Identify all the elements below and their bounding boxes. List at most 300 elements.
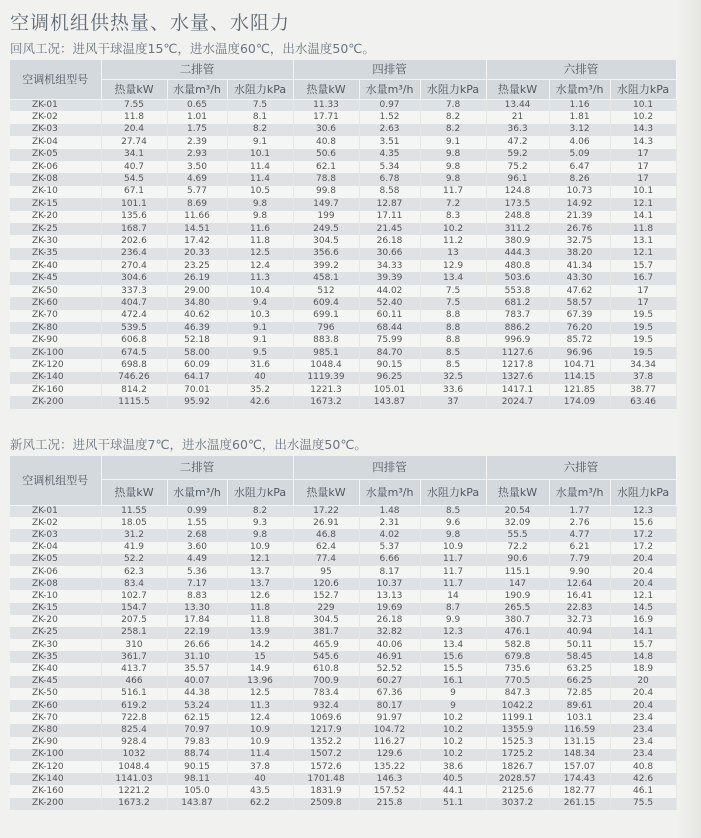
value-cell: 12.87 <box>359 198 420 210</box>
value-cell: 0.97 <box>359 99 420 111</box>
model-cell: ZK-90 <box>10 334 101 346</box>
value-cell: 17.84 <box>167 615 227 627</box>
value-cell: 62.2 <box>227 798 293 810</box>
value-cell: 399.2 <box>293 260 359 272</box>
model-cell: ZK-200 <box>10 798 101 810</box>
col-heat: 热量kW <box>101 79 167 99</box>
value-cell: 11.2 <box>420 235 486 247</box>
value-cell: 9.8 <box>420 161 486 173</box>
value-cell: 249.5 <box>293 223 359 235</box>
value-cell: 1826.7 <box>486 761 549 773</box>
value-cell: 38.77 <box>610 384 676 396</box>
value-cell: 674.5 <box>101 347 167 359</box>
value-cell: 14.5 <box>610 603 676 615</box>
value-cell: 8.17 <box>359 566 420 578</box>
value-cell: 11.8 <box>227 615 293 627</box>
value-cell: 9.1 <box>227 334 293 346</box>
model-cell: ZK-60 <box>10 297 101 309</box>
value-cell: 9.5 <box>227 347 293 359</box>
value-cell: 996.9 <box>486 334 549 346</box>
group-header-four-row: 四排管 <box>293 60 486 79</box>
value-cell: 258.1 <box>101 627 167 639</box>
value-cell: 46.8 <box>293 529 359 541</box>
col-water-flow: 水量m³/h <box>167 79 227 99</box>
value-cell: 85.72 <box>549 334 610 346</box>
value-cell: 610.8 <box>293 663 359 675</box>
value-cell: 886.2 <box>486 322 549 334</box>
value-cell: 2028.57 <box>486 773 549 785</box>
value-cell: 8.26 <box>549 173 610 185</box>
model-cell: ZK-02 <box>10 517 101 529</box>
model-cell: ZK-45 <box>10 676 101 688</box>
value-cell: 8.8 <box>420 322 486 334</box>
value-cell: 5.37 <box>359 542 420 554</box>
value-cell: 72.85 <box>549 688 610 700</box>
value-cell: 337.3 <box>101 285 167 297</box>
value-cell: 1048.4 <box>293 359 359 371</box>
model-cell: ZK-02 <box>10 111 101 123</box>
value-cell: 9.9 <box>420 615 486 627</box>
value-cell: 23.25 <box>167 260 227 272</box>
value-cell: 11.8 <box>610 223 676 235</box>
table-row <box>10 566 676 578</box>
value-cell: 157.07 <box>549 761 610 773</box>
value-cell: 31.2 <box>101 529 167 541</box>
value-cell: 115.1 <box>486 566 549 578</box>
value-cell: 2.39 <box>167 136 227 148</box>
value-cell: 7.8 <box>420 99 486 111</box>
model-cell: ZK-04 <box>10 136 101 148</box>
value-cell: 9.1 <box>227 322 293 334</box>
value-cell: 606.8 <box>101 334 167 346</box>
value-cell: 12.6 <box>227 590 293 602</box>
value-cell: 7.5 <box>420 297 486 309</box>
value-cell: 380.7 <box>486 615 549 627</box>
value-cell: 8.2 <box>227 505 293 517</box>
group-header-six-row: 六排管 <box>486 456 676 479</box>
model-cell: ZK-10 <box>10 186 101 198</box>
value-cell: 42.6 <box>227 396 293 408</box>
value-cell: 722.8 <box>101 712 167 724</box>
value-cell: 14.92 <box>549 198 610 210</box>
value-cell: 11.8 <box>101 111 167 123</box>
value-cell: 19.5 <box>610 347 676 359</box>
value-cell: 23.4 <box>610 749 676 761</box>
value-cell: 8.5 <box>420 359 486 371</box>
value-cell: 7.5 <box>420 285 486 297</box>
value-cell: 2.76 <box>549 517 610 529</box>
model-cell: ZK-06 <box>10 566 101 578</box>
table-row <box>10 285 676 297</box>
value-cell: 1.75 <box>167 124 227 136</box>
model-cell: ZK-06 <box>10 161 101 173</box>
value-cell: 1.48 <box>359 505 420 517</box>
value-cell: 7.79 <box>549 554 610 566</box>
value-cell: 79.83 <box>167 737 227 749</box>
value-cell: 44.1 <box>420 785 486 797</box>
model-cell: ZK-10 <box>10 590 101 602</box>
model-cell: ZK-05 <box>10 149 101 161</box>
value-cell: 60.09 <box>167 359 227 371</box>
value-cell: 11.8 <box>227 235 293 247</box>
value-cell: 10.9 <box>227 542 293 554</box>
table-row <box>10 136 676 148</box>
model-cell: ZK-140 <box>10 372 101 384</box>
value-cell: 36.3 <box>486 124 549 136</box>
value-cell: 13.7 <box>227 566 293 578</box>
value-cell: 10.2 <box>420 737 486 749</box>
value-cell: 116.59 <box>549 724 610 736</box>
value-cell: 70.97 <box>167 724 227 736</box>
value-cell: 19.5 <box>610 322 676 334</box>
value-cell: 19.5 <box>610 310 676 322</box>
value-cell: 14.1 <box>610 211 676 223</box>
value-cell: 1217.9 <box>293 724 359 736</box>
model-cell: ZK-03 <box>10 529 101 541</box>
value-cell: 47.2 <box>486 136 549 148</box>
value-cell: 17 <box>610 297 676 309</box>
value-cell: 26.66 <box>167 639 227 651</box>
value-cell: 404.7 <box>101 297 167 309</box>
value-cell: 10.2 <box>420 749 486 761</box>
value-cell: 1.81 <box>549 111 610 123</box>
value-cell: 60.27 <box>359 676 420 688</box>
value-cell: 8.2 <box>420 124 486 136</box>
table-row <box>10 615 676 627</box>
value-cell: 70.01 <box>167 384 227 396</box>
table-row <box>10 111 676 123</box>
value-cell: 15.7 <box>610 639 676 651</box>
table-row <box>10 198 676 210</box>
value-cell: 11.7 <box>420 566 486 578</box>
value-cell: 47.62 <box>549 285 610 297</box>
value-cell: 9.8 <box>227 211 293 223</box>
value-cell: 22.19 <box>167 627 227 639</box>
value-cell: 12.1 <box>227 554 293 566</box>
value-cell: 11.4 <box>227 161 293 173</box>
table-row <box>10 712 676 724</box>
value-cell: 99.8 <box>293 186 359 198</box>
value-cell: 26.18 <box>359 615 420 627</box>
value-cell: 700.9 <box>293 676 359 688</box>
value-cell: 78.8 <box>293 173 359 185</box>
value-cell: 3.50 <box>167 161 227 173</box>
value-cell: 13.4 <box>420 272 486 284</box>
value-cell: 46.39 <box>167 322 227 334</box>
value-cell: 26.18 <box>359 235 420 247</box>
value-cell: 46.1 <box>610 785 676 797</box>
value-cell: 50.6 <box>293 149 359 161</box>
value-cell: 5.77 <box>167 186 227 198</box>
value-cell: 96.25 <box>359 372 420 384</box>
model-cell: ZK-50 <box>10 285 101 297</box>
value-cell: 1327.6 <box>486 372 549 384</box>
table-row <box>10 396 676 408</box>
value-cell: 62.15 <box>167 712 227 724</box>
page-edge-shadow <box>677 0 701 838</box>
value-cell: 11.7 <box>420 578 486 590</box>
value-cell: 63.46 <box>610 396 676 408</box>
value-cell: 783.7 <box>486 310 549 322</box>
value-cell: 35.57 <box>167 663 227 675</box>
table-row <box>10 99 676 111</box>
value-cell: 304.6 <box>101 272 167 284</box>
value-cell: 135.22 <box>359 761 420 773</box>
value-cell: 131.15 <box>549 737 610 749</box>
value-cell: 17.71 <box>293 111 359 123</box>
value-cell: 32.82 <box>359 627 420 639</box>
value-cell: 23.4 <box>610 737 676 749</box>
value-cell: 104.72 <box>359 724 420 736</box>
value-cell: 103.1 <box>549 712 610 724</box>
value-cell: 10.1 <box>227 149 293 161</box>
fresh-air-table <box>10 456 677 810</box>
value-cell: 62.4 <box>293 542 359 554</box>
value-cell: 11.33 <box>293 99 359 111</box>
model-cell: ZK-140 <box>10 773 101 785</box>
value-cell: 2509.8 <box>293 798 359 810</box>
value-cell: 7.55 <box>101 99 167 111</box>
value-cell: 12.1 <box>610 198 676 210</box>
col-water-flow: 水量m³/h <box>167 479 227 505</box>
value-cell: 1199.1 <box>486 712 549 724</box>
model-cell: ZK-120 <box>10 761 101 773</box>
value-cell: 699.1 <box>293 310 359 322</box>
value-cell: 20 <box>610 676 676 688</box>
value-cell: 516.1 <box>101 688 167 700</box>
section-1-subtitle: 回风工况：进风干球温度15℃，进水温度60℃，出水温度50℃。 <box>10 41 375 56</box>
value-cell: 102.7 <box>101 590 167 602</box>
value-cell: 1115.5 <box>101 396 167 408</box>
value-cell: 31.6 <box>227 359 293 371</box>
table-row <box>10 761 676 773</box>
value-cell: 10.4 <box>227 285 293 297</box>
col-water-flow: 水量m³/h <box>359 79 420 99</box>
table-row <box>10 322 676 334</box>
value-cell: 90.15 <box>167 761 227 773</box>
value-cell: 90.6 <box>486 554 549 566</box>
value-cell: 8.2 <box>420 111 486 123</box>
value-cell: 3.60 <box>167 542 227 554</box>
value-cell: 9 <box>420 688 486 700</box>
model-cell: ZK-80 <box>10 322 101 334</box>
value-cell: 44.38 <box>167 688 227 700</box>
value-cell: 8.7 <box>420 603 486 615</box>
model-cell: ZK-40 <box>10 260 101 272</box>
value-cell: 15 <box>227 651 293 663</box>
value-cell: 32.09 <box>486 517 549 529</box>
value-cell: 825.4 <box>101 724 167 736</box>
value-cell: 14.2 <box>227 639 293 651</box>
value-cell: 17.22 <box>293 505 359 517</box>
table-row <box>10 173 676 185</box>
value-cell: 23.4 <box>610 724 676 736</box>
table-row <box>10 554 676 566</box>
value-cell: 14.1 <box>610 627 676 639</box>
model-cell: ZK-80 <box>10 724 101 736</box>
value-cell: 43.30 <box>549 272 610 284</box>
value-cell: 582.8 <box>486 639 549 651</box>
value-cell: 9 <box>420 700 486 712</box>
value-cell: 1417.1 <box>486 384 549 396</box>
col-water-resistance: 水阻力kPa <box>420 79 486 99</box>
value-cell: 10.2 <box>420 223 486 235</box>
value-cell: 80.17 <box>359 700 420 712</box>
model-cell: ZK-15 <box>10 198 101 210</box>
value-cell: 37 <box>420 396 486 408</box>
value-cell: 63.25 <box>549 663 610 675</box>
value-cell: 10.37 <box>359 578 420 590</box>
value-cell: 11.7 <box>420 186 486 198</box>
value-cell: 26.19 <box>167 272 227 284</box>
value-cell: 17.2 <box>610 542 676 554</box>
value-cell: 1352.2 <box>293 737 359 749</box>
table-row <box>10 724 676 736</box>
value-cell: 20.4 <box>101 124 167 136</box>
value-cell: 67.36 <box>359 688 420 700</box>
value-cell: 31.10 <box>167 651 227 663</box>
value-cell: 472.4 <box>101 310 167 322</box>
value-cell: 2125.6 <box>486 785 549 797</box>
value-cell: 1.16 <box>549 99 610 111</box>
value-cell: 1355.9 <box>486 724 549 736</box>
value-cell: 361.7 <box>101 651 167 663</box>
value-cell: 10.1 <box>610 99 676 111</box>
value-cell: 1221.2 <box>101 785 167 797</box>
table-row <box>10 663 676 675</box>
col-heat: 热量kW <box>293 79 359 99</box>
value-cell: 2024.7 <box>486 396 549 408</box>
model-cell: ZK-25 <box>10 223 101 235</box>
value-cell: 39.39 <box>359 272 420 284</box>
value-cell: 14.3 <box>610 136 676 148</box>
value-cell: 84.70 <box>359 347 420 359</box>
value-cell: 12.3 <box>420 627 486 639</box>
col-water-flow: 水量m³/h <box>549 479 610 505</box>
value-cell: 72.2 <box>486 542 549 554</box>
table-row <box>10 798 676 810</box>
value-cell: 1032 <box>101 749 167 761</box>
value-cell: 304.5 <box>293 615 359 627</box>
value-cell: 11.3 <box>227 272 293 284</box>
value-cell: 12.5 <box>227 688 293 700</box>
value-cell: 8.2 <box>227 124 293 136</box>
value-cell: 40.8 <box>610 761 676 773</box>
value-cell: 91.97 <box>359 712 420 724</box>
value-cell: 466 <box>101 676 167 688</box>
value-cell: 13.1 <box>610 235 676 247</box>
value-cell: 1673.2 <box>101 798 167 810</box>
table-row <box>10 505 676 517</box>
value-cell: 381.7 <box>293 627 359 639</box>
value-cell: 503.6 <box>486 272 549 284</box>
value-cell: 12.4 <box>227 712 293 724</box>
value-cell: 174.43 <box>549 773 610 785</box>
value-cell: 1507.2 <box>293 749 359 761</box>
col-water-resistance: 水阻力kPa <box>420 479 486 505</box>
value-cell: 2.63 <box>359 124 420 136</box>
value-cell: 10.5 <box>227 186 293 198</box>
value-cell: 413.7 <box>101 663 167 675</box>
value-cell: 10.2 <box>610 111 676 123</box>
value-cell: 20.4 <box>610 566 676 578</box>
value-cell: 96.96 <box>549 347 610 359</box>
value-cell: 12.1 <box>610 590 676 602</box>
value-cell: 1701.48 <box>293 773 359 785</box>
value-cell: 1572.6 <box>293 761 359 773</box>
value-cell: 38.6 <box>420 761 486 773</box>
value-cell: 681.2 <box>486 297 549 309</box>
value-cell: 96.1 <box>486 173 549 185</box>
value-cell: 17 <box>610 173 676 185</box>
value-cell: 1.55 <box>167 517 227 529</box>
value-cell: 3037.2 <box>486 798 549 810</box>
value-cell: 168.7 <box>101 223 167 235</box>
value-cell: 95.92 <box>167 396 227 408</box>
value-cell: 13.96 <box>227 676 293 688</box>
value-cell: 95 <box>293 566 359 578</box>
model-cell: ZK-35 <box>10 248 101 260</box>
model-header: 空调机组型号 <box>10 456 101 505</box>
table-row <box>10 676 676 688</box>
value-cell: 52.18 <box>167 334 227 346</box>
value-cell: 229 <box>293 603 359 615</box>
value-cell: 37.8 <box>610 372 676 384</box>
value-cell: 53.24 <box>167 700 227 712</box>
value-cell: 985.1 <box>293 347 359 359</box>
value-cell: 52.40 <box>359 297 420 309</box>
value-cell: 356.6 <box>293 248 359 260</box>
value-cell: 121.85 <box>549 384 610 396</box>
value-cell: 796 <box>293 322 359 334</box>
value-cell: 143.87 <box>359 396 420 408</box>
value-cell: 15.6 <box>610 517 676 529</box>
value-cell: 7.2 <box>420 198 486 210</box>
value-cell: 0.65 <box>167 99 227 111</box>
value-cell: 476.1 <box>486 627 549 639</box>
value-cell: 770.5 <box>486 676 549 688</box>
value-cell: 104.71 <box>549 359 610 371</box>
value-cell: 8.58 <box>359 186 420 198</box>
model-cell: ZK-01 <box>10 505 101 517</box>
value-cell: 173.5 <box>486 198 549 210</box>
value-cell: 54.5 <box>101 173 167 185</box>
value-cell: 199 <box>293 211 359 223</box>
value-cell: 20.33 <box>167 248 227 260</box>
col-water-flow: 水量m³/h <box>359 479 420 505</box>
value-cell: 2.68 <box>167 529 227 541</box>
group-header-four-row: 四排管 <box>293 456 486 479</box>
value-cell: 12.1 <box>610 248 676 260</box>
value-cell: 512 <box>293 285 359 297</box>
value-cell: 4.69 <box>167 173 227 185</box>
value-cell: 236.4 <box>101 248 167 260</box>
value-cell: 270.4 <box>101 260 167 272</box>
value-cell: 62.1 <box>293 161 359 173</box>
col-water-resistance: 水阻力kPa <box>227 79 293 99</box>
value-cell: 13.9 <box>227 627 293 639</box>
value-cell: 4.35 <box>359 149 420 161</box>
value-cell: 1.52 <box>359 111 420 123</box>
value-cell: 13.30 <box>167 603 227 615</box>
value-cell: 105.01 <box>359 384 420 396</box>
value-cell: 26.76 <box>549 223 610 235</box>
table-row <box>10 235 676 247</box>
model-cell: ZK-50 <box>10 688 101 700</box>
value-cell: 261.15 <box>549 798 610 810</box>
value-cell: 8.1 <box>227 111 293 123</box>
table-row <box>10 334 676 346</box>
